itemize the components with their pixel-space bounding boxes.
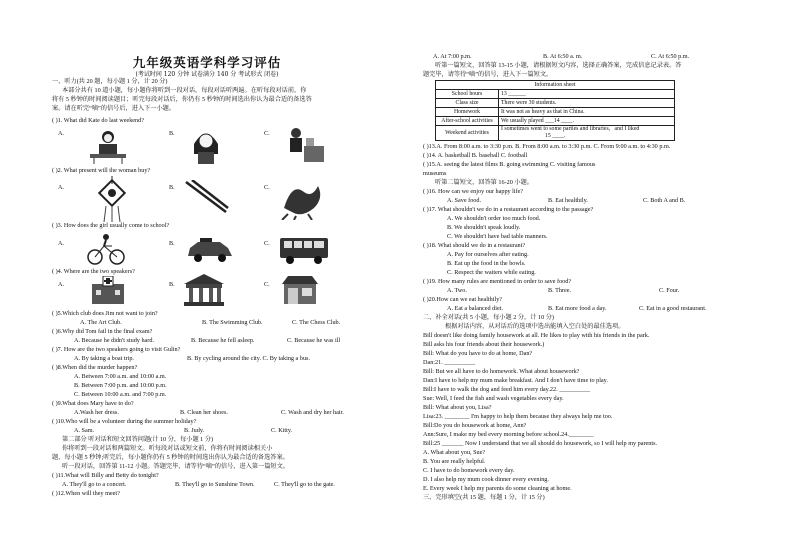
q16-option-c: C. Both A and B. (643, 197, 686, 204)
question-7: ( )7. How are the two speakers going to visit Gulin? (52, 346, 181, 353)
q7-option-a: A. By taking a boat trip. (74, 355, 134, 362)
answer-option-c: C. I have to do homework every day. (423, 467, 515, 474)
dialog-line: Bill asks his four friends about their housework.) (423, 341, 545, 348)
option-b-label: B. (169, 184, 175, 191)
q9-option-a: A.Wash her dress. (74, 409, 119, 416)
question-17: ( )17. What shouldn't we do in a restaurant according to the passage? (423, 206, 594, 213)
q18-option-a: A. Pay for ourselves after eating. (447, 251, 529, 258)
option-a-label: A. (58, 240, 65, 247)
dialog-line: Bill: What do you have to do at home, Dan? (423, 350, 533, 357)
part2-intro-line: 题，每小题 5 秒钟;听完后，每小题你仍有 5 秒钟的时间选出你认为最合适的备选答案。 (52, 454, 289, 461)
part1-intro-line: 本部分共有 10 道小题，每小题你将听到一段对话，每段对话听两遍。在听每段对话前，你 (62, 87, 307, 94)
hospital-picture (88, 276, 128, 306)
question-15-cont: museums (423, 170, 447, 177)
option-a-label: A. (58, 184, 65, 191)
q20-option-b: B. Eat more food a day. (548, 305, 607, 312)
dialog-line: Bill:Do you do housework at home, Ann? (423, 422, 527, 429)
q9-option-b: B. Clean her shoes. (180, 409, 228, 416)
dialog-line: Bill: But we all have to do homework. What about housework? (423, 368, 580, 375)
part2-intro-line: 你将听到一段对话和两篇短文。听每段对话或短文前，你将有时间阅读相关小 (62, 445, 273, 452)
q16-option-a: A. Save food. (447, 197, 482, 204)
option-b-label: B. (169, 130, 175, 137)
q19-option-a: A. Two. (447, 287, 467, 294)
option-c-label: C. (264, 281, 270, 288)
q6-option-b: B. Because he fell asleep. (191, 337, 255, 344)
question-19: ( )19. How many rules are mentioned in order to save food? (423, 278, 572, 285)
chinese-knot-picture (92, 176, 132, 222)
girl-picture (184, 124, 228, 164)
table-row: Class size There were 30 students. (436, 99, 675, 108)
q19-option-c: C. Four. (659, 287, 680, 294)
question-6: ( )6.Why did Tom fail in the final exam? (52, 328, 153, 335)
q6-option-a: A. Because he didn't study hard. (74, 337, 154, 344)
q16-option-b: B. Eat healthily. (548, 197, 588, 204)
q5-option-a: A. The Art Club. (80, 319, 122, 326)
question-5: ( )5.Which club does Jim not want to join? (52, 310, 158, 317)
answer-option-a: A. What about you, Sue? (423, 449, 486, 456)
table-row: After-school activities We usually played ___14 ____. (436, 117, 675, 126)
taxi-picture (186, 238, 234, 264)
q11-option-b: B. They'll go to Sunshine Town. (175, 481, 255, 488)
q12-option-a: A. At 7:00 p.m. (433, 53, 472, 60)
page-title: 九年级英语学科学习评估 (132, 55, 282, 70)
q5-option-b: B. The Swimming Club. (202, 319, 263, 326)
question-16: ( )16. How can we enjoy our happy life? (423, 188, 524, 195)
q8-option-b: B. Between 7:00 p.m. and 10:00 p.m. (74, 382, 167, 389)
q8-option-c: C. Between 10:00 a.m. and 7:00 p.m. (74, 391, 167, 398)
question-12: ( )12.When will they meet? (52, 490, 120, 497)
q10-option-b: B. Judy. (184, 427, 205, 434)
question-1: ( )1. What did Kate do last weekend? (52, 117, 144, 124)
question-11: ( )11.What will Billy and Betty do tonight? (52, 472, 159, 479)
question-15: ( )15.A. seeing the latest films B. going swimming C. visiting famous (423, 161, 596, 168)
question-20: ( )20.How can we eat healthily? (423, 296, 503, 303)
q11-option-c: C. They'll go to the gate. (274, 481, 335, 488)
part3-intro: 根据对话内容，从对话后的选项中选出能填入空白处的最佳选项。 (445, 323, 625, 330)
q18-option-b: B. Eat up the food in the bowls. (447, 260, 526, 267)
part3-heading: 二、补全对话(共 5 小题，每小题 2 分，计 10 分) (423, 314, 554, 321)
dialog-line: Ann:Sure, I make my bed every morning before school.24.________ (423, 431, 594, 438)
q17-option-b: B. We shouldn't speak loudly. (447, 224, 521, 231)
question-18: ( )18. What should we do in a restaurant? (423, 242, 526, 249)
question-13: ( )13.A. From 8:00 a.m. to 3:30 p.m. B. From 8:00 a.m. to 3:30 p.m. C. From 9:00 a.m. to 4:30 p.m. (423, 143, 671, 150)
bicycle-picture (86, 232, 126, 266)
dialog-line: Bill doesn't like doing family housework at all. He likes to play with his friends in the park. (423, 332, 650, 339)
dialog-line: Bill: What about you, Lisa? (423, 404, 492, 411)
passage1-intro: 题完毕，请等待“嘀”的信号，进入下一篇短文。 (423, 71, 553, 78)
q10-option-c: C. Kitty. (271, 427, 293, 434)
part4-heading: 三、完形填空(共 15 题，每题 1 分，计 15 分) (423, 494, 545, 501)
option-a-label: A. (58, 281, 65, 288)
answer-option-d: D. I also help my mum cook dinner every evening. (423, 476, 549, 483)
dialog-line: Lisa:23. ________ I'm happy to help them because they always help me too. (423, 413, 613, 420)
question-14: ( )14. A. basketball B. baseball C. football (423, 152, 528, 159)
dragon-picture (278, 178, 326, 220)
passage2-intro: 听第二篇短文，回答第 16-20 小题。 (435, 179, 533, 186)
option-c-label: C. (264, 130, 270, 137)
table-title: Information sheet (436, 81, 675, 90)
q11-option-a: A. They'll go to a concert. (62, 481, 127, 488)
option-c-label: C. (264, 184, 270, 191)
q12-option-b: B. At 6:50 a. m. (543, 53, 583, 60)
part2-heading: 第二部分 听对话和短文回答问题(计 10 分，每小题 1 分) (62, 436, 214, 443)
q18-option-c: C. Respect the waiters while eating. (447, 269, 536, 276)
q20-option-c: C. Eat in a good restaurant. (639, 305, 707, 312)
q17-option-c: C. We shouldn't have bad table manners. (447, 233, 548, 240)
answer-option-b: B. You are really helpful. (423, 458, 486, 465)
q20-option-a: A. Eat a balanced diet. (447, 305, 504, 312)
bus-picture (278, 236, 330, 266)
table-row: Weekend activities I sometimes went to some parties and libraries，and I liked 15 ____. (436, 126, 675, 141)
dialog-line: Bill:I have to walk the dog and feed him every day.22. __________ (423, 386, 591, 393)
dialog-intro: 听一段对话，回答第 11-12 小题。答题完毕，请等待“嘀”的信号，进入第一篇短文。 (62, 463, 289, 470)
dialog-line: Sue: Well, I feed the fish and wash vegetables every day. (423, 395, 564, 402)
q12-option-c: C. At 6:50 p.m. (651, 53, 690, 60)
part1-intro-line: 案。请在听完“嘀”的信号后，进入下一小题。 (52, 105, 176, 112)
question-4: ( )4. Where are the two speakers? (52, 268, 135, 275)
museum-picture (182, 274, 226, 306)
q17-option-a: A. We shouldn't order too much food. (447, 215, 541, 222)
information-sheet-table (435, 80, 675, 141)
q6-option-c: C. Because he was ill (287, 337, 341, 344)
table-row: School hours 13 ______ (436, 90, 675, 99)
woman-at-desk-picture (86, 126, 130, 164)
q19-option-b: B. Three. (548, 287, 572, 294)
question-3: ( )3. How does the girl usually come to school? (52, 222, 170, 229)
question-2: ( )2. What present will the woman buy? (52, 167, 151, 174)
table-row: Homework It was not as heavy as that in China. (436, 108, 675, 117)
q10-option-a: A. Sam. (74, 427, 95, 434)
option-b-label: B. (169, 240, 175, 247)
passage1-intro: 听第一篇短文，回答第 13-15 小题，请根据短文内容，选择正确答案，完成信息记录表。答 (435, 62, 682, 69)
dialog-line: Dan:21. __________ (423, 359, 476, 366)
q7-option-bc: B. By cycling around the city. C. By taking a bus. (187, 355, 310, 362)
option-b-label: B. (169, 281, 175, 288)
question-8: ( )8.When did the murder happen? (52, 364, 138, 371)
shop-picture (280, 274, 320, 306)
question-9: ( )9.What does Mary have to do? (52, 400, 134, 407)
option-c-label: C. (264, 240, 270, 247)
exam-info: (考试时间 120 分钟 试卷满分 140 分 考试形式 闭卷) (135, 71, 279, 78)
man-cooking-picture (278, 124, 326, 164)
q8-option-a: A. Between 7:00 a.m. and 10:00 a.m. (74, 373, 167, 380)
part1-heading: 一、听力(共 20 题，每小题 1 分，计 20 分) (52, 78, 168, 85)
question-10: ( )10.Who will be a volunteer during the summer holiday? (52, 418, 197, 425)
q9-option-c: C. Wash and dry her hair. (281, 409, 344, 416)
dialog-line: Dan:I have to help my mum make breakfast. And I don't have time to play. (423, 377, 608, 384)
answer-option-e: E. Every week I help my parents do some cleaning at home. (423, 485, 572, 492)
option-a-label: A. (58, 130, 65, 137)
dialog-line: Bill:25 _______ Now I understand that we all should do housework, so I will help my parents. (423, 440, 658, 447)
chopsticks-picture (182, 180, 230, 216)
part1-intro-line: 将有 5 秒钟的时间阅读题目；听完每段对话后，你仍有 5 秒钟的时间选出你认为最合适的备选答 (52, 96, 312, 103)
q5-option-c: C. The Chess Club. (292, 319, 341, 326)
